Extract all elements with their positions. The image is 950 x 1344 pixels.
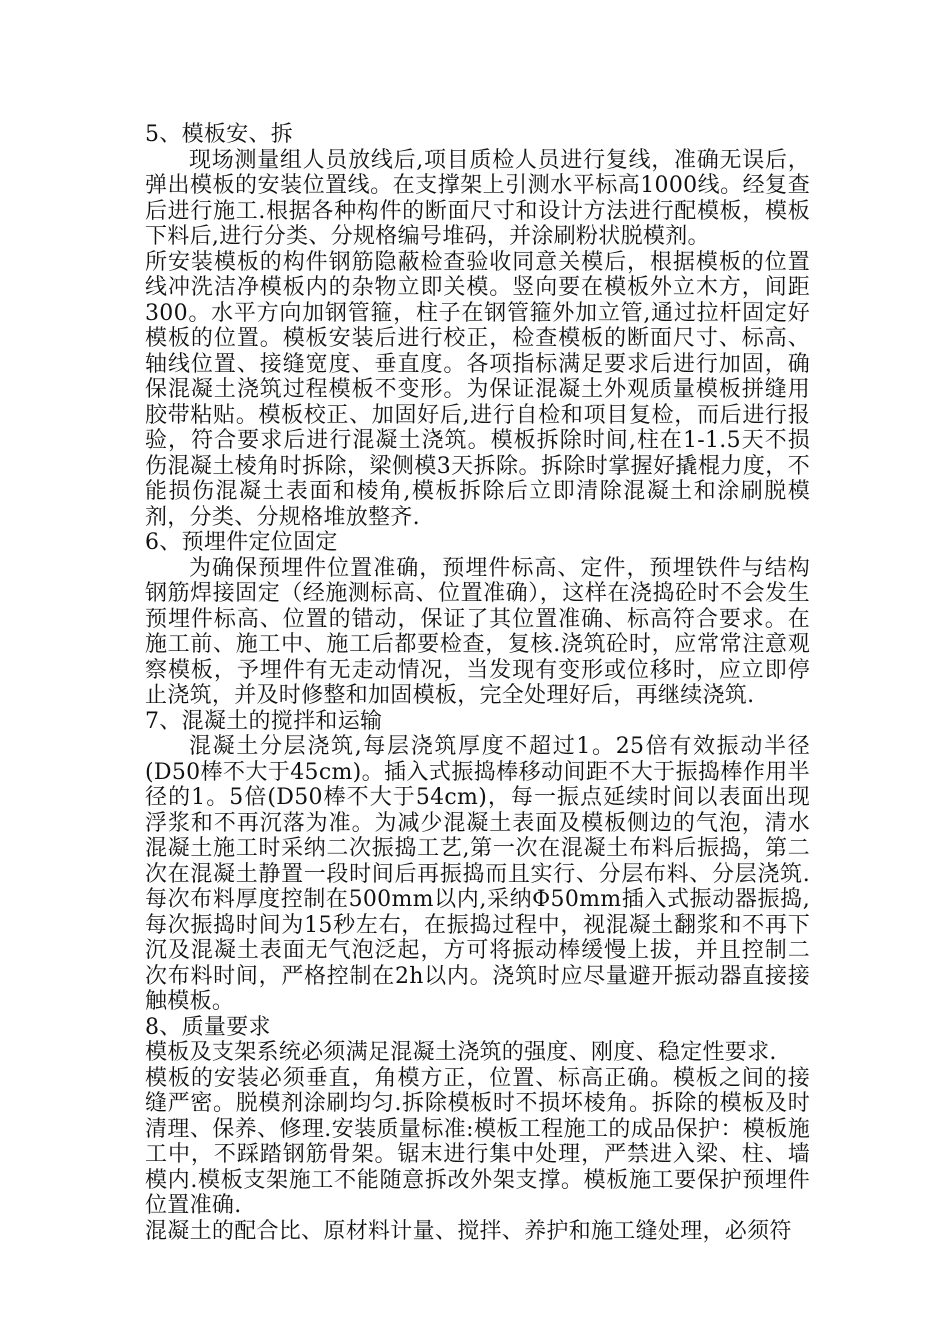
section-7-heading: 7、混凝土的搅拌和运输 <box>145 708 383 734</box>
section-8-paragraph-1: 模板及支架系统必须满足混凝土浇筑的强度、刚度、稳定性要求. <box>145 1040 777 1065</box>
section-8-paragraph-2: 模板的安装必须垂直，角模方正，位置、标高正确。模板之间的接缝严密。脱模剂涂刷均匀.拆除模板时不损坏棱角。拆除的模板及时清理、保养、修理.安装质量标准:模板工程施工的成品保护：模板施工中，不踩踏钢筋骨架。锯末进行集中处理，严禁进入梁、柱、墙模内.模板支架施工不能随意拆改外架支撑。模板施工要保护预埋件位置准确. <box>145 1065 810 1218</box>
section-6-heading: 6、预埋件定位固定 <box>145 530 338 555</box>
section-6-paragraph-1: 为确保预埋件位置准确，预埋件标高、定件，预埋铁件与结构钢筋焊接固定（经施测标高、位置准确），这样在浇捣砼时不会发生预埋件标高、位置的错动，保证了其位置准确、标高符合要求。在施工前、施工中、施工后都要检查，复核.浇筑砼时，应常常注意观察模板，予埋件有无走动情况，当发现有变形或位移时，应立即停止浇筑，并及时修整和加固模板，完全处理好后，再继续浇筑. <box>145 555 810 708</box>
document-page <box>145 122 810 1244</box>
section-5-paragraph-1: 现场测量组人员放线后,项目质检人员进行复线，准确无误后，弹出模板的安装位置线。在支撑架上引测水平标高1000线。经复查后进行施工.根据各种构件的断面尺寸和设计方法进行配模板，模板下料后,进行分类、分规格编号堆码，并涂刷粉状脱模剂。 <box>145 147 810 249</box>
section-5-paragraph-2: 所安装模板的构件钢筋隐蔽检查验收同意关模后，根据模板的位置线冲洗洁净模板内的杂物立即关模。竖向要在模板外立木方，间距300。水平方向加钢管箍，柱子在钢管箍外加立管,通过拉杆固定好模板的位置。模板安装后进行校正，检查模板的断面尺寸、标高、轴线位置、接缝宽度、垂直度。各项指标满足要求后进行加固，确保混凝土浇筑过程模板不变形。为保证混凝土外观质量模板拼缝用胶带粘贴。模板校正、加固好后,进行自检和项目复检，而后进行报验，符合要求后进行混凝土浇筑。模板拆除时间,柱在1-1.5天不损伤混凝土棱角时拆除，梁侧模3天拆除。拆除时掌握好撬棍力度，不能损伤混凝土表面和棱角,模板拆除后立即清除混凝土和涂刷脱模剂，分类、分规格堆放整齐. <box>145 249 810 530</box>
section-7-paragraph-1: 混凝土分层浇筑,每层浇筑厚度不超过1。25倍有效振动半径(D50棒不大于45cm)。插入式振捣棒移动间距不大于振捣棒作用半径的1。5倍(D50棒不大于54cm)，每一振点延续时间以表面出现浮浆和不再沉落为准。为减少混凝土表面及模板侧边的气泡，清水混凝土施工时采纳二次振捣工艺,第一次在混凝土布料后振捣，第二次在混凝土静置一段时间后再振捣而且实行、分层布料、分层浇筑.每次布料厚度控制在500mm以内,采纳Φ50mm插入式振动器振捣,每次振捣时间为15秒左右，在振捣过程中，视混凝土翻浆和不再下沉及混凝土表面无气泡泛起，方可将振动棒缓慢上拔，并且控制二次布料时间，严格控制在2h以内。浇筑时应尽量避开振动器直接接触模板。 <box>145 734 810 1014</box>
section-8-heading: 8、质量要求 <box>145 1014 271 1040</box>
section-5-heading: 5、模板安、拆 <box>145 122 294 147</box>
section-8-paragraph-3: 混凝土的配合比、原材料计量、搅拌、养护和施工缝处理，必须符 <box>145 1218 792 1244</box>
